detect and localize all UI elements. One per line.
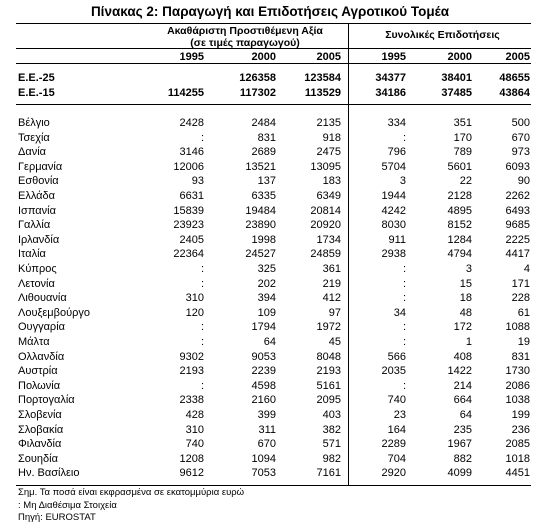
cell-value: 22364 bbox=[173, 248, 204, 261]
cell-value: 982 bbox=[322, 452, 341, 465]
cell-value: 170 bbox=[453, 131, 472, 144]
cell-value: 2086 bbox=[505, 379, 530, 392]
cell-value: 6093 bbox=[505, 160, 530, 173]
country-name: Ην. Βασίλειο bbox=[18, 467, 80, 480]
cell-value: 8152 bbox=[447, 219, 472, 232]
table-row bbox=[0, 146, 540, 160]
cell-value: 670 bbox=[257, 438, 276, 451]
cell-value: 1998 bbox=[251, 233, 276, 246]
cell-value: 24859 bbox=[310, 248, 341, 261]
cell-value: 2193 bbox=[316, 365, 341, 378]
cell-value: 2289 bbox=[381, 438, 406, 451]
cell-value: 1284 bbox=[447, 233, 472, 246]
cell-value: : bbox=[200, 263, 204, 275]
cell-value: 235 bbox=[453, 423, 472, 436]
country-name: Γαλλία bbox=[18, 219, 51, 232]
cell-value: 325 bbox=[257, 263, 276, 275]
cell-value: 22 bbox=[459, 175, 472, 188]
cell-value: 6493 bbox=[505, 204, 530, 217]
note-source: Πηγή: EUROSTAT bbox=[18, 512, 96, 523]
cell-value: 351 bbox=[453, 117, 472, 129]
total-row bbox=[0, 87, 540, 101]
year-header: 1995 bbox=[381, 51, 406, 63]
table-row bbox=[0, 132, 540, 146]
country-name: Πορτογαλία bbox=[18, 394, 75, 407]
cell-value: 2475 bbox=[316, 146, 341, 159]
cell-value: : bbox=[402, 336, 406, 348]
cell-value: 4895 bbox=[447, 204, 472, 217]
cell-value: 45 bbox=[328, 336, 341, 348]
cell-value: 2262 bbox=[505, 190, 530, 202]
country-name: Δανία bbox=[18, 146, 47, 159]
cell-value: 13095 bbox=[310, 160, 341, 173]
cell-value: 18 bbox=[459, 292, 472, 305]
cell-value: 4794 bbox=[447, 248, 472, 261]
cell-value: 1094 bbox=[251, 452, 276, 465]
cell-value: 9053 bbox=[251, 350, 276, 363]
cell-value: 4417 bbox=[505, 248, 530, 261]
cell-value: 4242 bbox=[381, 204, 406, 217]
cell-value: 2160 bbox=[251, 394, 276, 407]
table-row bbox=[0, 380, 540, 394]
cell-value: 6335 bbox=[251, 190, 276, 202]
cell-value: 1972 bbox=[316, 321, 341, 334]
cell-value: 23 bbox=[393, 409, 406, 421]
cell-value: 1018 bbox=[505, 452, 530, 465]
cell-value: 34377 bbox=[375, 72, 406, 84]
subsidies-header: Συνολικές Επιδοτήσεις bbox=[385, 29, 500, 41]
cell-value: 9302 bbox=[179, 350, 204, 363]
year-header: 2000 bbox=[251, 51, 276, 63]
cell-value: 1 bbox=[465, 336, 472, 348]
cell-value: 2920 bbox=[381, 467, 406, 480]
cell-value: 219 bbox=[322, 277, 341, 290]
cell-value: 310 bbox=[185, 292, 204, 305]
year-header: 1995 bbox=[179, 51, 204, 63]
cell-value: 114255 bbox=[167, 87, 204, 99]
cell-value: 664 bbox=[453, 394, 472, 407]
table-row bbox=[0, 248, 540, 262]
cell-value: 1088 bbox=[505, 321, 530, 334]
cell-value: 361 bbox=[322, 263, 341, 275]
bottom-rule bbox=[16, 485, 531, 486]
year-header: 2005 bbox=[505, 51, 530, 63]
country-name: Βέλγιο bbox=[18, 117, 50, 129]
cell-value: : bbox=[200, 379, 204, 392]
cell-value: 2484 bbox=[251, 117, 276, 129]
cell-value: : bbox=[402, 277, 406, 290]
country-name: Σλοβακία bbox=[18, 423, 64, 436]
cell-value: 973 bbox=[511, 146, 530, 159]
country-name: Γερμανία bbox=[18, 160, 63, 173]
table-row bbox=[0, 438, 540, 452]
cell-value: 9612 bbox=[179, 467, 204, 480]
cell-value: 38401 bbox=[441, 72, 472, 84]
cell-value: 500 bbox=[511, 117, 530, 129]
country-name: Σλοβενία bbox=[18, 409, 62, 421]
country-name: Λιθουανία bbox=[18, 292, 67, 305]
cell-value: 48 bbox=[459, 306, 472, 319]
cell-value: 3146 bbox=[179, 146, 204, 159]
cell-value: 117302 bbox=[239, 87, 276, 99]
cell-value: 2239 bbox=[251, 365, 276, 378]
cell-value: 789 bbox=[453, 146, 472, 159]
cell-value: 571 bbox=[322, 438, 341, 451]
cell-value: 7161 bbox=[316, 467, 341, 480]
value-added-line2: (σε τιμές παραγωγού) bbox=[190, 37, 300, 49]
cell-value: 24527 bbox=[245, 248, 276, 261]
country-name: Ολλανδία bbox=[18, 350, 65, 363]
cell-value: 1208 bbox=[179, 452, 204, 465]
cell-value: : bbox=[402, 321, 406, 334]
cell-value: 236 bbox=[511, 423, 530, 436]
cell-value: 13521 bbox=[245, 160, 276, 173]
table-row bbox=[0, 409, 540, 423]
cell-value: 2085 bbox=[505, 438, 530, 451]
cell-value: 172 bbox=[453, 321, 472, 334]
cell-value: 408 bbox=[453, 350, 472, 363]
cell-value: 918 bbox=[322, 131, 341, 144]
cell-value: 1794 bbox=[251, 321, 276, 334]
table-row bbox=[0, 394, 540, 408]
country-name: Ιταλία bbox=[18, 248, 46, 261]
cell-value: 5601 bbox=[447, 160, 472, 173]
cell-value: 4099 bbox=[447, 467, 472, 480]
cell-value: 1734 bbox=[316, 233, 341, 246]
cell-value: 4 bbox=[523, 263, 530, 275]
table-title: Πίνακας 2: Παραγωγή και Επιδοτήσεις Αγροτικού Τομέα bbox=[90, 4, 450, 19]
cell-value: 831 bbox=[511, 350, 530, 363]
cell-value: : bbox=[402, 292, 406, 305]
note-units: Σημ. Τα ποσά είναι εκφρασμένα σε εκατομμύρια ευρώ bbox=[18, 487, 245, 498]
cell-value: : bbox=[402, 379, 406, 392]
value-added-header bbox=[140, 25, 350, 49]
cell-value: 5704 bbox=[381, 160, 406, 173]
table-row bbox=[0, 190, 540, 204]
cell-value: 34186 bbox=[375, 87, 406, 99]
table-row bbox=[0, 336, 540, 350]
country-name: Ουγγαρία bbox=[18, 321, 65, 334]
years-rule bbox=[16, 63, 531, 64]
year-header: 2000 bbox=[447, 51, 472, 63]
cell-value: 6631 bbox=[179, 190, 204, 202]
table-row bbox=[0, 117, 540, 131]
country-name: Πολωνία bbox=[18, 379, 61, 392]
cell-value: 12006 bbox=[173, 160, 204, 173]
cell-value: 2938 bbox=[381, 248, 406, 261]
cell-value: 740 bbox=[185, 438, 204, 451]
cell-value: 15 bbox=[459, 277, 472, 290]
cell-value: 164 bbox=[387, 423, 406, 436]
cell-value: 3 bbox=[465, 263, 472, 275]
total-row bbox=[0, 72, 540, 86]
value-added-line1: Ακαθάριστη Προστιθέμενη Αξία bbox=[167, 25, 323, 37]
cell-value: 48655 bbox=[499, 72, 530, 84]
cell-value: 412 bbox=[322, 292, 341, 305]
country-name: Ε.Ε.-25 bbox=[18, 72, 55, 84]
cell-value: 428 bbox=[185, 409, 204, 421]
cell-value: 15839 bbox=[173, 204, 204, 217]
cell-value: 109 bbox=[257, 306, 276, 319]
cell-value: 19484 bbox=[245, 204, 276, 217]
country-name: Ισπανία bbox=[18, 204, 56, 217]
cell-value: 4598 bbox=[251, 379, 276, 392]
cell-value: 796 bbox=[387, 146, 406, 159]
cell-value: 670 bbox=[511, 131, 530, 144]
cell-value: 228 bbox=[511, 292, 530, 305]
cell-value: 911 bbox=[388, 233, 406, 246]
cell-value: 171 bbox=[511, 277, 530, 290]
cell-value: 2338 bbox=[179, 394, 204, 407]
cell-value: 382 bbox=[322, 423, 341, 436]
cell-value: 90 bbox=[517, 175, 530, 188]
cell-value: 2035 bbox=[381, 365, 406, 378]
cell-value: 399 bbox=[257, 409, 276, 421]
cell-value: 61 bbox=[517, 306, 530, 319]
country-name: Ε.Ε.-15 bbox=[18, 87, 55, 99]
cell-value: 1038 bbox=[505, 394, 530, 407]
table-row bbox=[0, 219, 540, 233]
country-name: Σουηδία bbox=[18, 452, 58, 465]
cell-value: 4451 bbox=[505, 467, 530, 480]
cell-value: : bbox=[200, 336, 204, 348]
cell-value: 2225 bbox=[505, 233, 530, 246]
country-name: Ελλάδα bbox=[18, 190, 56, 202]
cell-value: 8030 bbox=[381, 219, 406, 232]
cell-value: 2428 bbox=[179, 117, 204, 129]
country-name: Φιλανδία bbox=[18, 438, 62, 451]
table-row bbox=[0, 175, 540, 189]
table-row bbox=[0, 278, 540, 292]
cell-value: 123584 bbox=[304, 72, 341, 84]
cell-value: 97 bbox=[328, 306, 341, 319]
cell-value: 9685 bbox=[505, 219, 530, 232]
cell-value: 2095 bbox=[316, 394, 341, 407]
cell-value: 2193 bbox=[179, 365, 204, 378]
cell-value: 2128 bbox=[447, 190, 472, 202]
cell-value: 6349 bbox=[316, 190, 341, 202]
cell-value: 2135 bbox=[316, 117, 341, 129]
cell-value: 93 bbox=[191, 175, 204, 188]
country-name: Λετονία bbox=[18, 277, 55, 290]
country-name: Κύπρος bbox=[18, 263, 57, 275]
cell-value: 1967 bbox=[447, 438, 472, 451]
table-row bbox=[0, 351, 540, 365]
cell-value: 8048 bbox=[316, 350, 341, 363]
cell-value: 126358 bbox=[239, 72, 276, 84]
table-row bbox=[0, 205, 540, 219]
cell-value: 20920 bbox=[310, 219, 341, 232]
cell-value: 23923 bbox=[173, 219, 204, 232]
cell-value: 2689 bbox=[251, 146, 276, 159]
table-row bbox=[0, 424, 540, 438]
cell-value: 37485 bbox=[441, 87, 472, 99]
table-row bbox=[0, 234, 540, 248]
cell-value: 64 bbox=[459, 409, 472, 421]
cell-value: 1422 bbox=[447, 365, 472, 378]
country-name: Λουξεμβούργο bbox=[18, 306, 90, 319]
cell-value: 202 bbox=[257, 277, 276, 290]
cell-value: 394 bbox=[257, 292, 276, 305]
table-row bbox=[0, 321, 540, 335]
cell-value: 882 bbox=[453, 452, 472, 465]
cell-value: 183 bbox=[322, 175, 341, 188]
cell-value: 311 bbox=[258, 423, 276, 436]
cell-value: : bbox=[200, 131, 204, 144]
cell-value: : bbox=[402, 263, 406, 275]
top-rule bbox=[16, 23, 531, 24]
country-name: Αυστρία bbox=[18, 365, 58, 378]
cell-value: 403 bbox=[322, 409, 341, 421]
cell-value: 2405 bbox=[179, 233, 204, 246]
cell-value: 43864 bbox=[499, 87, 530, 99]
cell-value: 7053 bbox=[251, 467, 276, 480]
totals-rule bbox=[16, 104, 531, 105]
table-row bbox=[0, 292, 540, 306]
cell-value: 64 bbox=[263, 336, 276, 348]
table-row bbox=[0, 467, 540, 481]
cell-value: 20814 bbox=[310, 204, 341, 217]
cell-value: 1944 bbox=[381, 190, 406, 202]
cell-value: 740 bbox=[387, 394, 406, 407]
cell-value: 3 bbox=[399, 175, 406, 188]
cell-value: 831 bbox=[257, 131, 276, 144]
cell-value: : bbox=[200, 277, 204, 290]
cell-value: 566 bbox=[387, 350, 406, 363]
cell-value: : bbox=[402, 131, 406, 144]
note-missing: : Μη Διαθέσιμα Στοιχεία bbox=[18, 500, 117, 511]
cell-value: 23890 bbox=[245, 219, 276, 232]
cell-value: 199 bbox=[511, 409, 530, 421]
table-row bbox=[0, 453, 540, 467]
year-header: 2005 bbox=[316, 51, 341, 63]
cell-value: 334 bbox=[387, 117, 406, 129]
cell-value: 19 bbox=[517, 336, 530, 348]
cell-value: 1730 bbox=[505, 365, 530, 378]
table-row bbox=[0, 307, 540, 321]
table-row bbox=[0, 161, 540, 175]
table-row bbox=[0, 263, 540, 277]
cell-value: 34 bbox=[393, 306, 406, 319]
cell-value: 113529 bbox=[304, 87, 341, 99]
cell-value: 704 bbox=[387, 452, 406, 465]
cell-value: : bbox=[200, 321, 204, 334]
country-name: Ιρλανδία bbox=[18, 233, 60, 246]
cell-value: 120 bbox=[185, 306, 204, 319]
country-name: Μάλτα bbox=[18, 336, 50, 348]
cell-value: 310 bbox=[185, 423, 204, 436]
country-name: Τσεχία bbox=[18, 131, 50, 144]
cell-value: 137 bbox=[257, 175, 276, 188]
cell-value: 214 bbox=[453, 379, 472, 392]
country-name: Εσθονία bbox=[18, 175, 59, 188]
cell-value: 5161 bbox=[316, 379, 341, 392]
table-row bbox=[0, 365, 540, 379]
